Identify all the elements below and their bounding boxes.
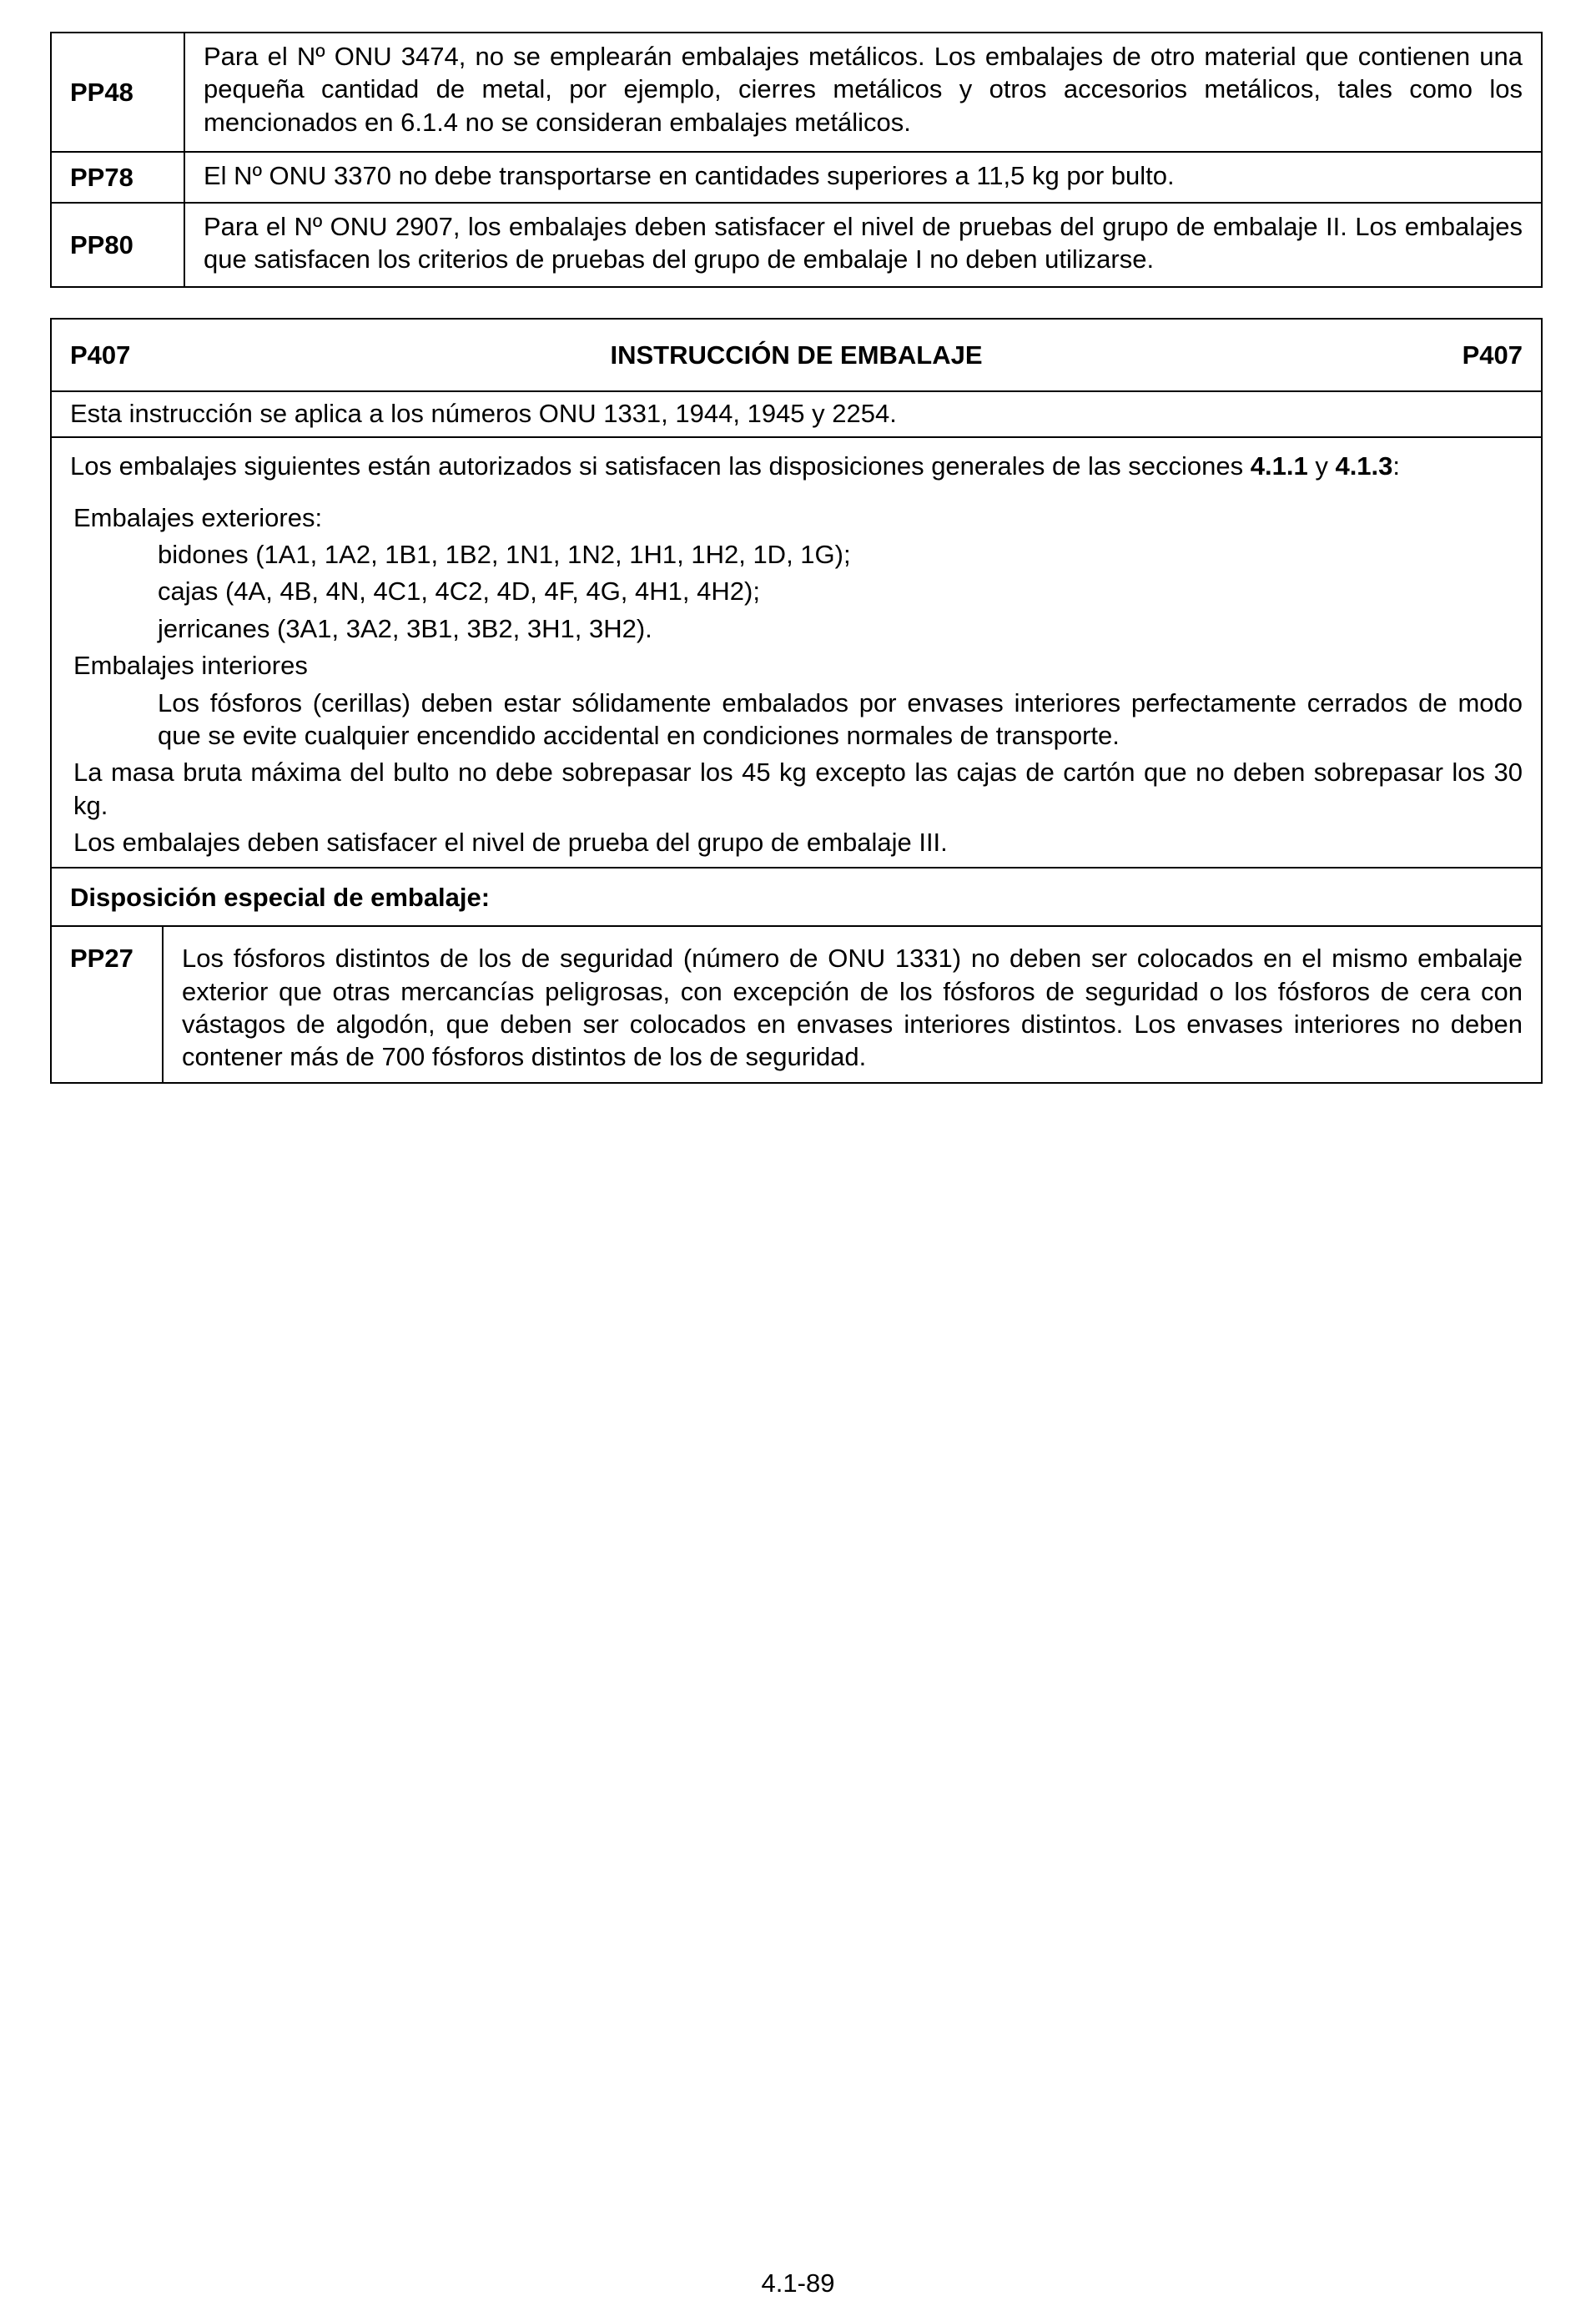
- provision-text: El Nº ONU 3370 no debe transportarse en cantidades superiores a 11,5 kg por bulto.: [184, 152, 1542, 203]
- mass-limit-text: La masa bruta máxima del bulto no debe sobrepasar los 45 kg excepto las cajas de cartón que no deben sobrepasar los 30 kg.: [73, 758, 1523, 820]
- provision-code: PP48: [51, 33, 184, 152]
- special-provision-heading: Disposición especial de embalaje:: [51, 868, 1542, 926]
- provision-code: PP78: [51, 152, 184, 203]
- instruction-body: [51, 437, 1542, 868]
- provision-code: PP80: [51, 203, 184, 287]
- intro-paragraph: Los embalajes siguientes están autorizados si satisfacen las disposiciones generales de las secciones 4.1.1 y 4.1.3:: [70, 451, 1401, 481]
- table-row: [52, 927, 1541, 1081]
- provision-text: Para el Nº ONU 3474, no se emplearán embalajes metálicos. Los embalajes de otro material que contienen una pequeña cantidad de metal, por ejemplo, cierres metálicos y otros accesorios metálicos, tales como los mencionados en 6.1.4 no se consideran embalajes metálicos.: [184, 33, 1542, 152]
- instruction-code-right: P407: [1462, 340, 1523, 370]
- instruction-header: [51, 319, 1542, 391]
- instruction-code-left: P407: [70, 340, 131, 370]
- inner-packaging-heading: Embalajes interiores: [73, 651, 308, 681]
- list-item: bidones (1A1, 1A2, 1B1, 1B2, 1N1, 1N2, 1H1, 1H2, 1D, 1G);: [158, 540, 851, 570]
- list-item: cajas (4A, 4B, 4N, 4C1, 4C2, 4D, 4F, 4G, 4H1, 4H2);: [158, 576, 760, 607]
- instruction-title: INSTRUCCIÓN DE EMBALAJE: [610, 340, 983, 370]
- test-level-text: Los embalajes deben satisfacer el nivel de prueba del grupo de embalaje III.: [73, 827, 948, 857]
- special-provisions-table: [50, 32, 1543, 288]
- table-row: [51, 33, 1542, 152]
- provision-code: PP27: [52, 927, 163, 1081]
- list-item: jerricanes (3A1, 3A2, 3B1, 3B2, 3H1, 3H2).: [158, 613, 652, 643]
- special-provision-table: [52, 927, 1541, 1081]
- table-row: [51, 203, 1542, 287]
- outer-packaging-heading: Embalajes exteriores:: [73, 502, 323, 532]
- section-ref: 4.1.1: [1250, 451, 1308, 481]
- instruction-scope: Esta instrucción se aplica a los números ONU 1331, 1944, 1945 y 2254.: [51, 391, 1542, 437]
- table-row: [51, 152, 1542, 203]
- section-ref: 4.1.3: [1335, 451, 1393, 481]
- provision-text: Para el Nº ONU 2907, los embalajes deben satisfacer el nivel de pruebas del grupo de embalaje II. Los embalajes que satisfacen los criterios de pruebas del grupo de embalaje I no deben utilizarse.: [184, 203, 1542, 287]
- provision-text: Los fósforos distintos de los de seguridad (número de ONU 1331) no deben ser colocados en el mismo embalaje exterior que otras mercancías peligrosas, con excepción de los fósforos de seguridad o los fósforos de cera con vástagos de algodón, que deben ser colocados en envases interiores distintos. Los envases interiores no deben contener más de 700 fósforos distintos de los de seguridad.: [182, 944, 1523, 1072]
- inner-packaging-text: Los fósforos (cerillas) deben estar sólidamente embalados por envases interiores perfectamente cerrados de modo que se evite cualquier encendido accidental en condiciones normales de transporte.: [158, 687, 1523, 750]
- page-number: 4.1-89: [761, 2268, 835, 2298]
- packing-instruction-p407: [50, 318, 1543, 1084]
